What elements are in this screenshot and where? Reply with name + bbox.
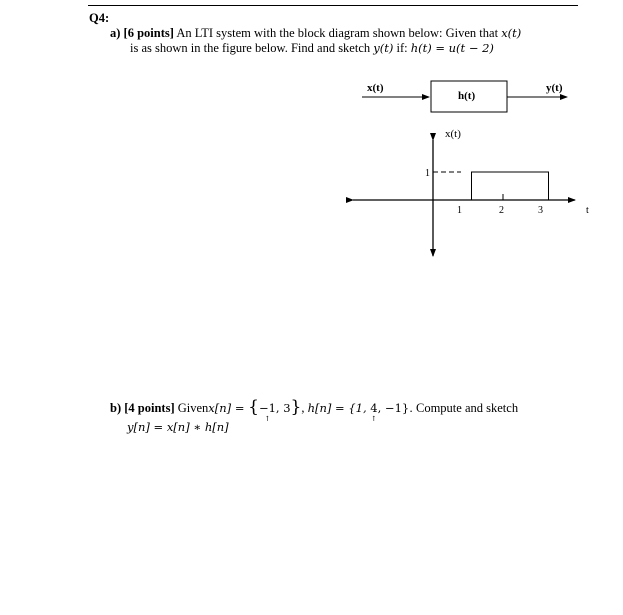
part-a-xt: x(t)	[501, 26, 522, 40]
part-a-points: [6 points]	[123, 26, 174, 40]
part-a-label: a)	[110, 26, 121, 40]
part-a-yt: y(t)	[373, 41, 394, 55]
part-b-points: [4 points]	[124, 401, 175, 415]
left-brace: {	[248, 397, 259, 417]
part-a-text-3: if:	[393, 41, 411, 55]
x-axis-label: t	[586, 205, 589, 216]
output-label: y(t)	[546, 82, 563, 94]
part-b-hn-prefix: h[n] = {1,	[307, 401, 371, 415]
block-diagram	[362, 81, 567, 112]
input-label: x(t)	[367, 82, 384, 94]
signal-pulse	[472, 172, 549, 200]
part-a-text-1: An LTI system with the block diagram shown below: Given that	[173, 26, 502, 40]
part-b-label: b)	[110, 401, 122, 415]
x-first-value: −1 ↑	[259, 401, 276, 415]
x-tick-label-2: 2	[499, 205, 504, 216]
plot-title: x(t)	[445, 128, 461, 140]
part-b	[110, 398, 518, 437]
right-brace: }	[290, 397, 302, 417]
part-a-text-2: is as shown in the figure below. Find and sketch	[130, 41, 374, 55]
question-title: Q4:	[89, 11, 110, 25]
y-tick-label-1: 1	[425, 168, 430, 179]
x-tick-label-1: 1	[457, 205, 462, 216]
part-b-xn: x[n] =	[208, 401, 249, 415]
x-rest-values: , 3	[275, 401, 291, 415]
part-a-ht-equation: h(t) = u(t − 2)	[410, 41, 494, 55]
h-mid-value: 4 ↑	[370, 401, 377, 415]
part-b-yn-equation: y[n] = x[n] ∗ h[n]	[127, 420, 229, 434]
block-label: h(t)	[458, 90, 476, 102]
part-b-given: Given	[177, 401, 209, 415]
signal-plot	[353, 128, 589, 256]
x-tick-label-3: 3	[538, 205, 543, 216]
part-b-instruction: Compute and sketch	[412, 401, 519, 415]
part-b-line-1: b) [4 points] Givenx[n] = {−1 ↑, 3}, h[n] = {1, 4 ↑, −1}. Compute and sketch	[110, 398, 518, 418]
part-b-line-2	[110, 418, 518, 437]
part-b-hn-suffix: , −1}.	[377, 401, 413, 415]
